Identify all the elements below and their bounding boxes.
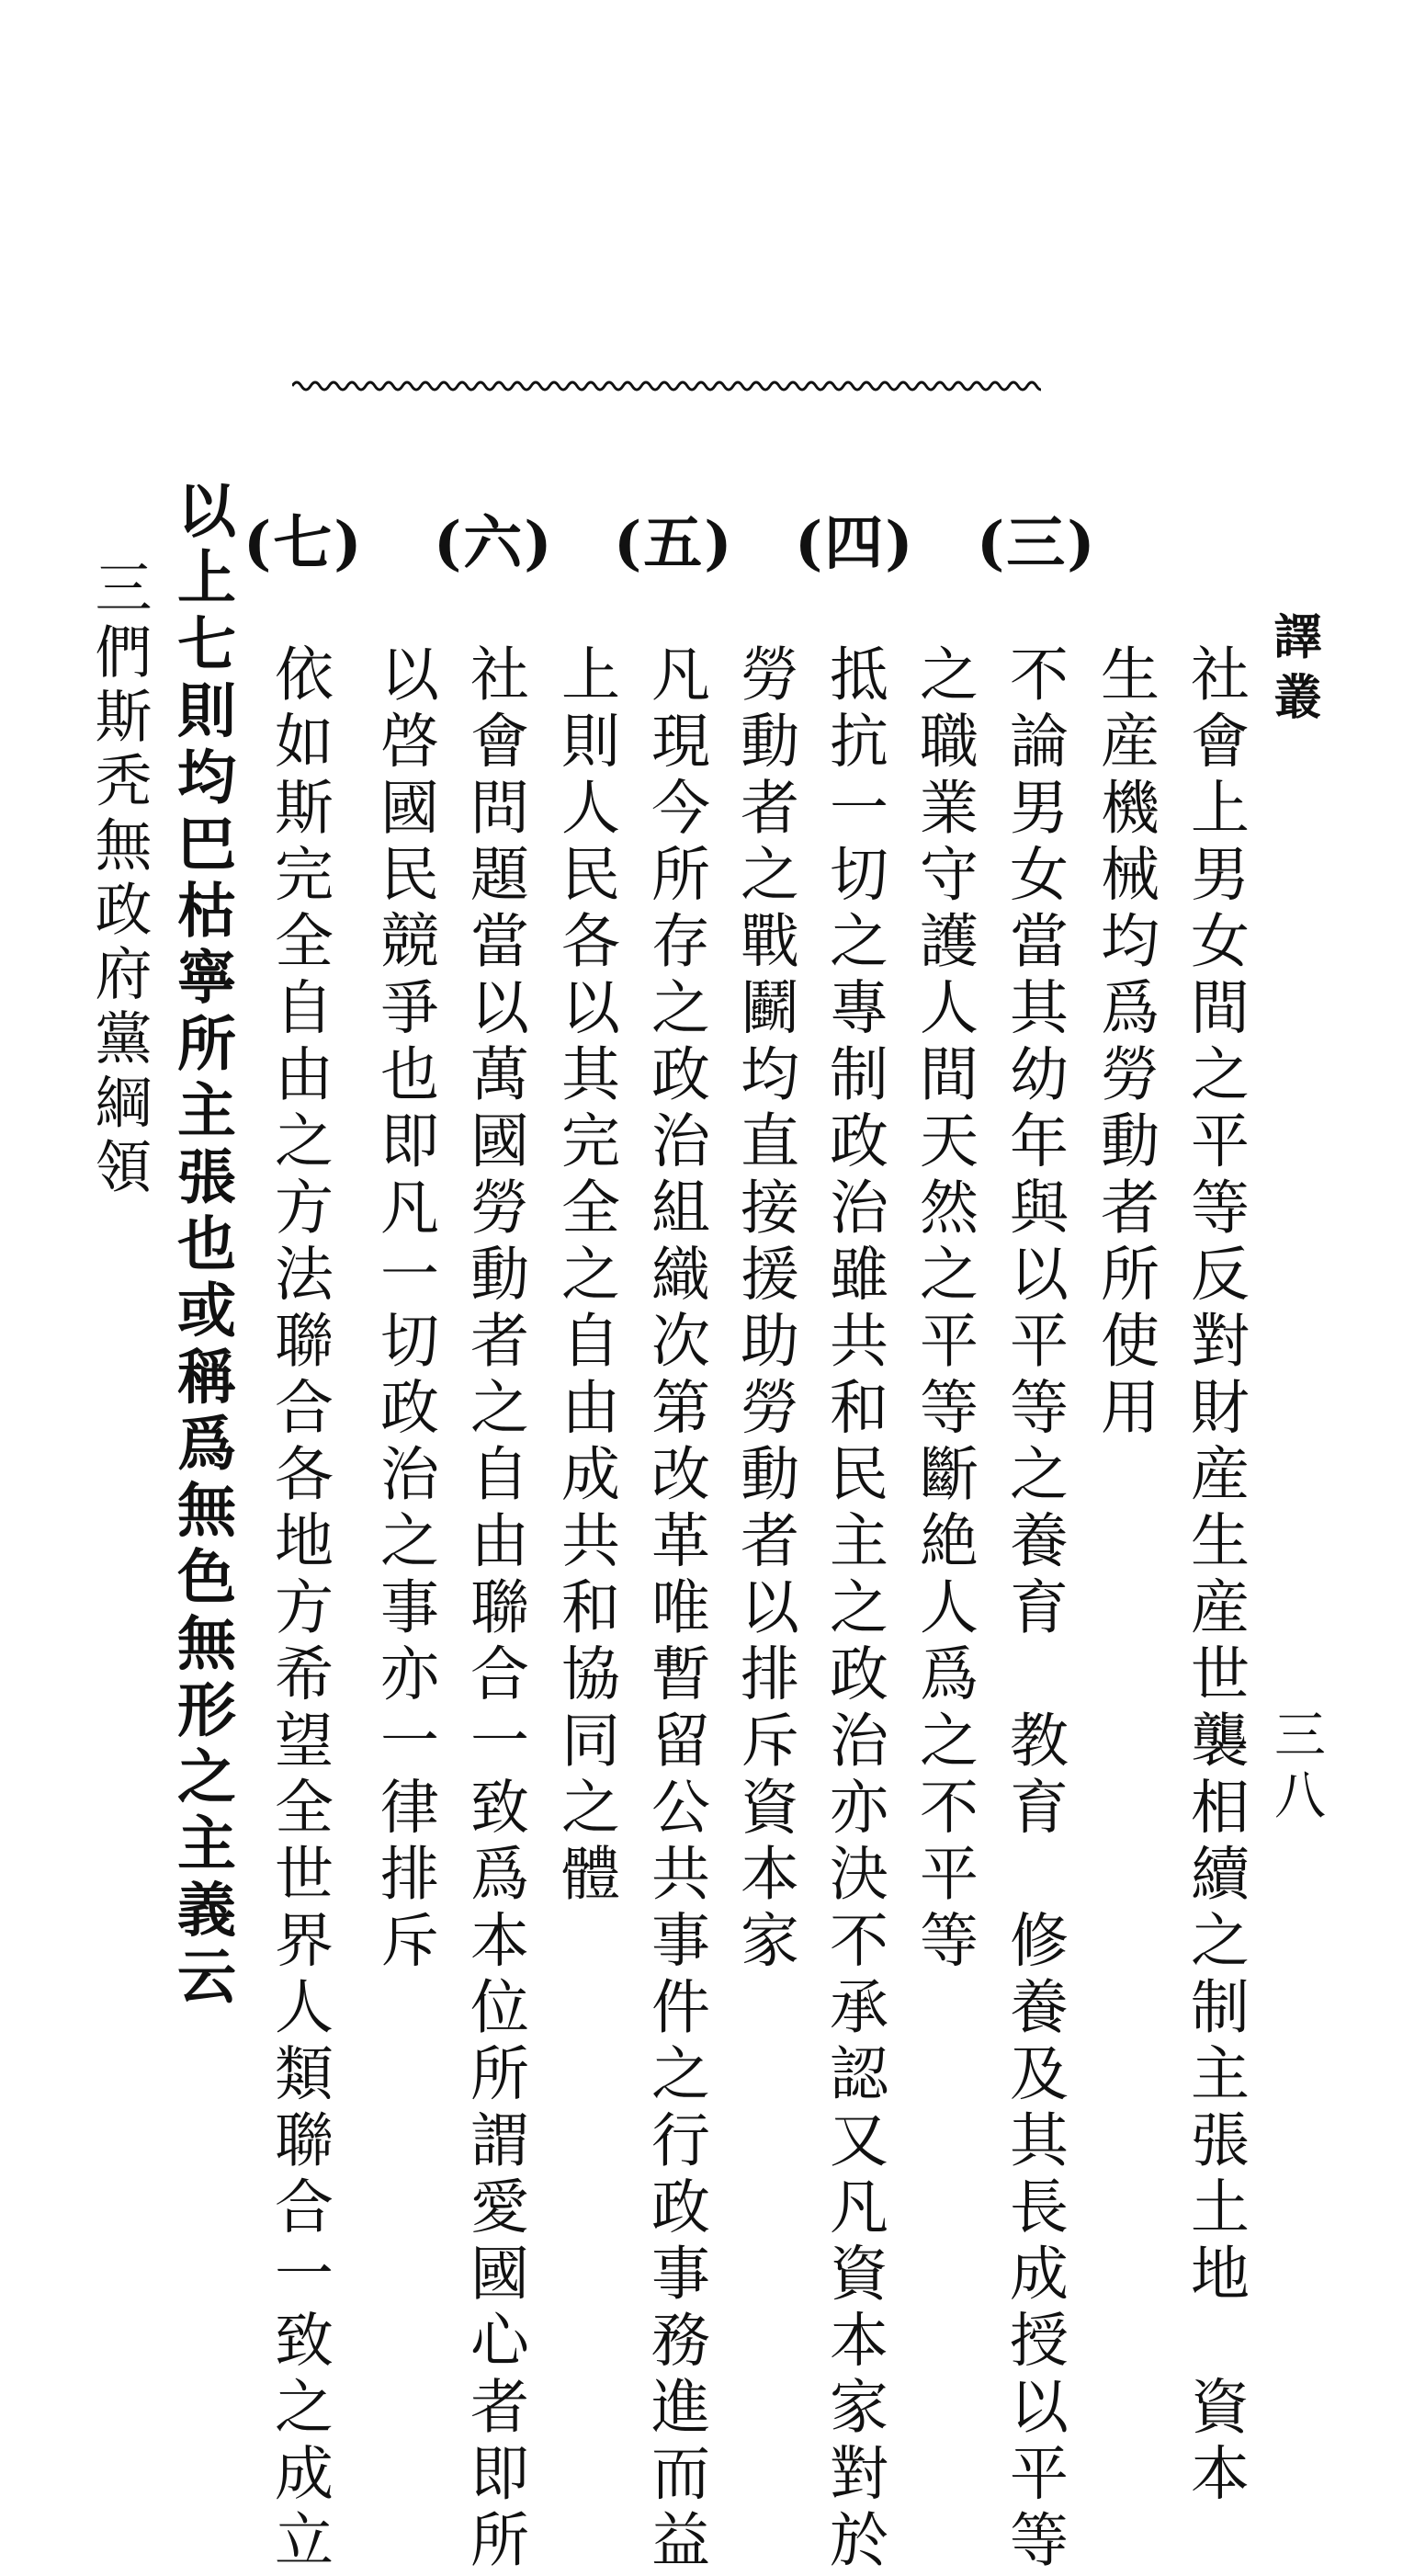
item-5-line-2: 勞動者之戰鬬均直接援助勞動者以排斥資本家 — [730, 643, 798, 1976]
item-3-line-2: 生産機械均爲勞動者所使用 — [1091, 643, 1159, 1443]
section-title: 三們斯秃無政府黨綱領 — [85, 558, 153, 1201]
closing-line-2: 以上七則均巴枯寧所主張也或稱爲無色無形之主義云 — [167, 480, 236, 2013]
item-3-line-1: 社會上男女間之平等反對財産生産世襲相續之制主張土地 資本 — [1181, 643, 1249, 2509]
item-4-line-1: 不論男女當其幼年與以平等之養育 教育 修養及其長成授以平等 — [1000, 643, 1068, 2576]
wavy-divider — [292, 373, 1041, 399]
item-marker-5: (五) — [614, 509, 734, 578]
item-7-line-2: 以啓國民競爭也即凡一切政治之事亦一律排斥 — [370, 643, 438, 1976]
item-marker-4: (四) — [795, 509, 915, 578]
item-marker-6: (六) — [434, 509, 554, 578]
series-title: 譯叢 — [1265, 611, 1321, 732]
page-number: 三八 — [1266, 1708, 1326, 1829]
item-marker-7: (七) — [243, 509, 364, 578]
item-6-line-1: 凡現今所存之政治組織次第改革唯暫留公共事件之行政事務進而益 — [641, 643, 709, 2576]
item-marker-3: (三) — [977, 509, 1097, 578]
item-4-line-2: 之職業守護人間天然之平等斷絶人爲之不平等 — [910, 643, 978, 1976]
item-6-line-2: 上則人民各以其完全之自由成共和協同之體 — [551, 643, 619, 1910]
closing-line-1: 依如斯完全自由之方法聯合各地方希望全世界人類聯合一致之成立 — [265, 643, 333, 2576]
item-5-line-1: 抵抗一切之專制政治雖共和民主之政治亦決不承認又凡資本家對於 — [820, 643, 888, 2576]
item-7-line-1: 社會問題當以萬國勞動者之自由聯合一致爲本位所謂愛國心者即所 — [460, 643, 528, 2576]
